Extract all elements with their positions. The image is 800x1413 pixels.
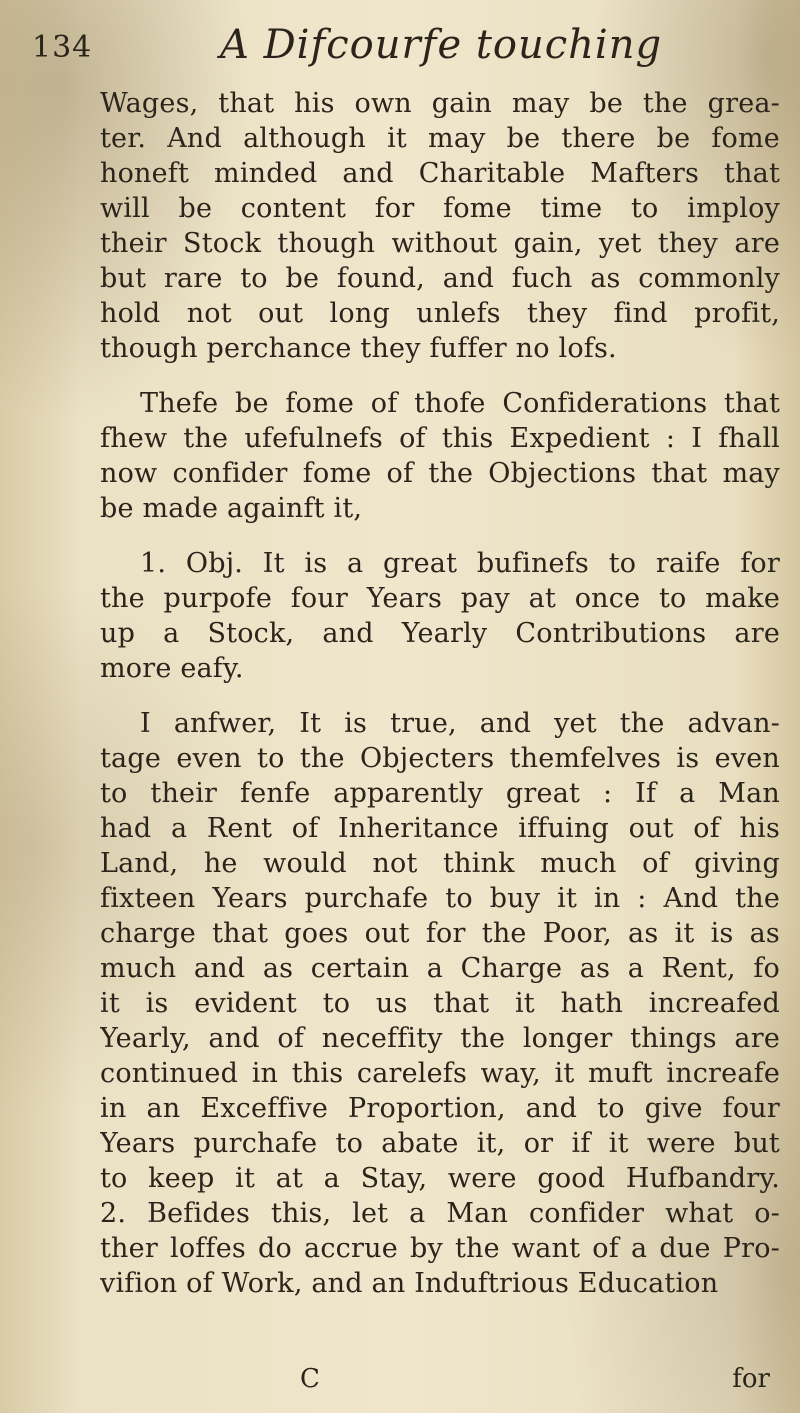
body-text [100, 86, 780, 1321]
catchword: for [732, 1364, 770, 1394]
text-line: much and as certain a Charge as a Rent, fo [100, 953, 780, 984]
text-line: Yearly, and of neceffity the longer things are [100, 1023, 780, 1054]
text-line: their Stock though without gain, yet they are [100, 228, 780, 259]
paragraph [100, 706, 780, 1301]
text-line: fhew the ufefulnefs of this Expedient : I fhall [100, 423, 780, 454]
text-line: charge that goes out for the Poor, as it is as [100, 918, 780, 949]
text-line: it is evident to us that it hath increafed [100, 988, 780, 1019]
text-line: to keep it at a Stay, were good Hufbandry. [100, 1163, 780, 1194]
text-line: will be content for fome time to imploy [100, 193, 780, 224]
signature-mark: C [300, 1364, 320, 1394]
text-line: continued in this carelefs way, it muft increafe [100, 1058, 780, 1089]
text-line: now confider fome of the Objections that may [100, 458, 780, 489]
running-head: A Difcourfe touching [220, 22, 663, 68]
text-line: ter. And although it may be there be fome [100, 123, 780, 154]
text-line: to their fenfe apparently great : If a Man [100, 778, 780, 809]
text-line: be made againft it, [100, 493, 363, 524]
text-line: I anfwer, It is true, and yet the advan- [140, 708, 780, 739]
text-line: tage even to the Objecters themfelves is even [100, 743, 780, 774]
text-line: fixteen Years purchafe to buy it in : And the [100, 883, 780, 914]
text-line: the purpofe four Years pay at once to make [100, 583, 780, 614]
text-line: more eafy. [100, 653, 244, 684]
paragraph [100, 386, 780, 526]
page-footer [100, 1364, 780, 1400]
text-line: Thefe be fome of thofe Confiderations that [140, 388, 780, 419]
text-line: Wages, that his own gain may be the grea- [100, 88, 780, 119]
text-line: vifion of Work, and an Induftrious Education [100, 1268, 719, 1299]
text-line: Land, he would not think much of giving [100, 848, 780, 879]
text-line: 1. Obj. It is a great bufinefs to raife for [140, 548, 780, 579]
paragraph [100, 546, 780, 686]
page-header [0, 18, 800, 72]
text-line: Years purchafe to abate it, or if it were but [100, 1128, 780, 1159]
text-line: up a Stock, and Yearly Contributions are [100, 618, 780, 649]
page-number: 134 [32, 30, 93, 65]
text-line: 2. Befides this, let a Man confider what o- [100, 1198, 780, 1229]
text-line: had a Rent of Inheritance iffuing out of his [100, 813, 780, 844]
text-line: hold not out long unlefs they find profit, [100, 298, 780, 329]
text-line: but rare to be found, and fuch as commonly [100, 263, 780, 294]
paragraph [100, 86, 780, 366]
text-line: ther loffes do accrue by the want of a due Pro- [100, 1233, 780, 1264]
text-line: in an Exceffive Proportion, and to give four [100, 1093, 780, 1124]
text-line: honeft minded and Charitable Mafters that [100, 158, 780, 189]
text-line: though perchance they fuffer no lofs. [100, 333, 617, 364]
